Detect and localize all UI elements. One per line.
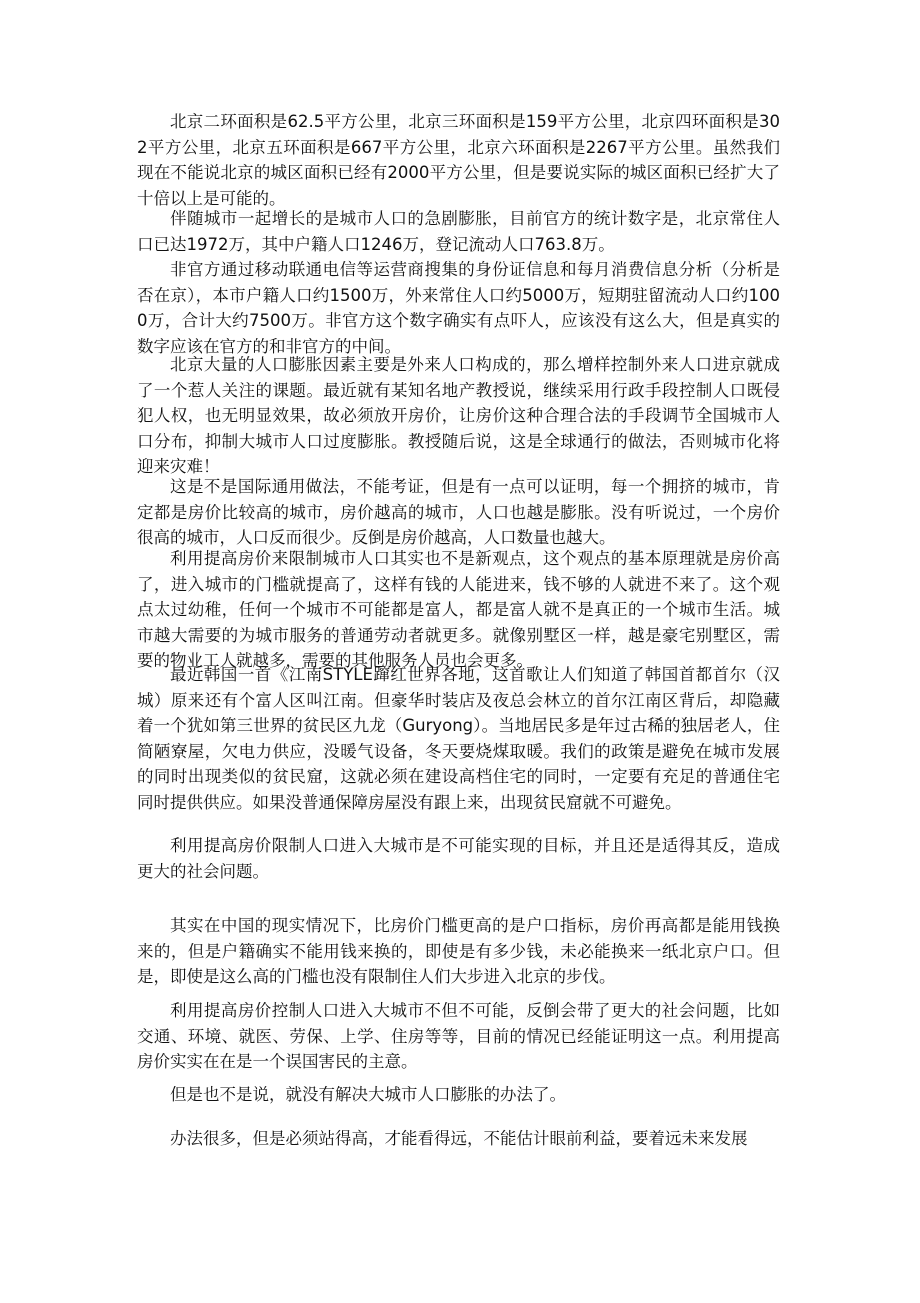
paragraph-official-population: 伴随城市一起增长的是城市人口的急剧膨胀，目前官方的统计数字是，北京常住人口已达1972万，其中户籍人口1246万，登记流动人口763.8万。: [137, 209, 780, 254]
paragraph-international-practice: 这是不是国际通用做法，不能考证，但是有一点可以证明，每一个拥挤的城市，肯定都是房价比较高的城市，房价越高的城市，人口也越是膨胀。没有听说过，一个房价很高的城市，人口反而很少。反倒是房价越高，人口数量也越大。: [137, 477, 780, 547]
paragraph-hukou-threshold: 其实在中国的现实情况下，比房价门槛更高的是户口指标，房价再高都是能用钱换来的，但是户籍确实不能用钱来换的，即使是有多少钱，未必能换来一纸北京户口。但是，即使是这么高的门槛也没有限制住人们大步进入北京的步伐。: [137, 916, 780, 986]
paragraph-professor-opinion: 北京大量的人口膨胀因素主要是外来人口构成的，那么增样控制外来人口进京就成了一个惹人关注的课题。最近就有某知名地产教授说，继续采用行政手段控制人口既侵犯人权，也无明显效果，故必须放开房价，让房价这种合理合法的手段调节全国城市人口分布，抑制大城市人口过度膨胀。教授随后说，这是全球通行的做法，否则城市化将迎来灾难！: [137, 355, 780, 476]
paragraph-gangnam-example: 最近韩国一首《江南STYLE蹿红世界各地，这首歌让人们知道了韩国首都首尔（汉城）原来还有个富人区叫江南。但豪华时装店及夜总会林立的首尔江南区背后，却隐藏着一个犹如第三世界的贫民区九龙（Guryong）。当地居民多是年过古稀的独居老人，住简陋寮屋，欠电力供应，没暖气设备，冬天要烧煤取暖。我们的政策是避免在城市发展的同时出现类似的贫民窟，这就必须在建设高档住宅的同时，一定要有充足的普通住宅同时提供供应。如果没普通保障房屋没有跟上来，出现贫民窟就不可避免。: [137, 665, 780, 812]
paragraph-unofficial-population: 非官方通过移动联通电信等运营商搜集的身份证信息和每月消费信息分析（分析是否在京），本市户籍人口约1500万，外来常住人口约5000万，短期驻留流动人口约1000万，合计大约7500万。非官方这个数字确实有点吓人，应该没有这么大，但是真实的数字应该在官方的和非官方的中间。: [137, 260, 780, 356]
paragraph-ring-road-areas: 北京二环面积是62.5平方公里，北京三环面积是159平方公里，北京四环面积是302平方公里，北京五环面积是667平方公里，北京六环面积是2267平方公里。虽然我们现在不能说北京的城区面积已经有2000平方公里，但是要说实际的城区面积已经扩大了十倍以上是可能的。: [137, 112, 780, 208]
paragraph-social-problems: 利用提高房价控制人口进入大城市不但不可能，反倒会带了更大的社会问题，比如交通、环境、就医、劳保、上学、住房等等，目前的情况已经能证明这一点。利用提高房价实实在在是一个误国害民的主意。: [137, 1001, 780, 1071]
paragraph-price-threshold-view: 利用提高房价来限制城市人口其实也不是新观点，这个观点的基本原理就是房价高了，进入城市的门槛就提高了，这样有钱的人能进来，钱不够的人就进不来了。这个观点太过幼稚，任何一个城市不可能都是富人，都是富人就不是真正的一个城市生活。城市越大需要的为城市服务的普通劳动者就更多。就像别墅区一样，越是豪宅别墅区，需要的物业工人就越多，需要的其他服务人员也会更多。: [137, 549, 780, 670]
paragraph-counterproductive: 利用提高房价限制人口进入大城市是不可能实现的目标，并且还是适得其反，造成更大的社会问题。: [137, 836, 780, 881]
paragraph-solutions: 办法很多，但是必须站得高，才能看得远，不能估计眼前利益，要着远未来发展: [170, 1129, 748, 1148]
paragraph-solution-intro: 但是也不是说，就没有解决大城市人口膨胀的办法了。: [170, 1085, 566, 1104]
